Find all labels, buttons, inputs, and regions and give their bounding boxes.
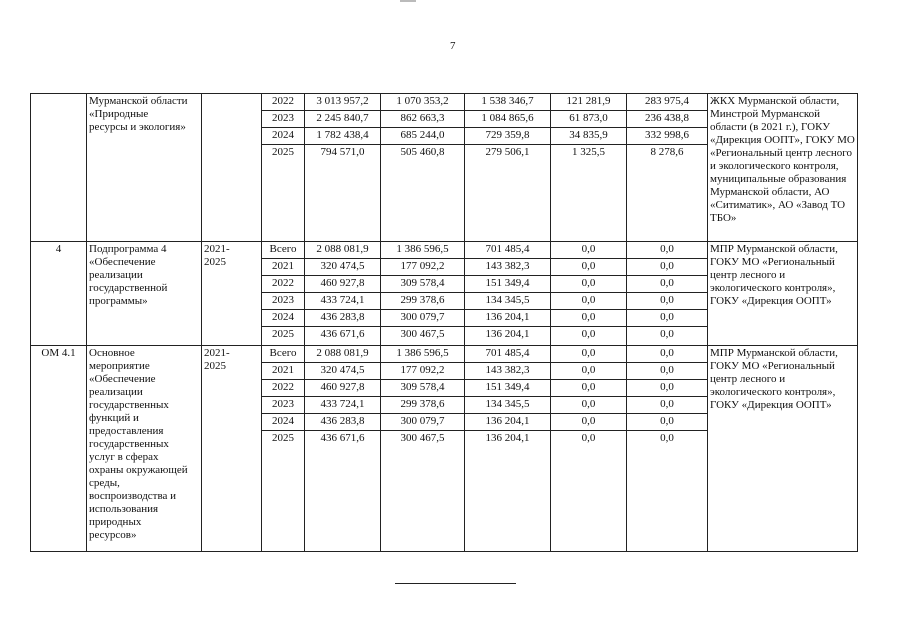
amount-cell: 0,0 [627, 414, 708, 431]
amount-cell: 299 378,6 [381, 397, 465, 414]
page-number: 7 [450, 40, 456, 52]
amount-cell: 300 079,7 [381, 310, 465, 327]
year-cell: 2023 [262, 293, 305, 310]
amount-cell: 236 438,8 [627, 111, 708, 128]
amount-cell: 136 204,1 [465, 327, 551, 346]
program-name-cell: Мурманской области «Природные ресурсы и экология» [87, 94, 202, 242]
year-cell: 2025 [262, 431, 305, 552]
amount-cell: 1 782 438,4 [305, 128, 381, 145]
amount-cell: 1 538 346,7 [465, 94, 551, 111]
amount-cell: 701 485,4 [465, 346, 551, 363]
amount-cell: 121 281,9 [551, 94, 627, 111]
row-number-cell: 4 [31, 242, 87, 346]
year-cell: 2021 [262, 363, 305, 380]
year-cell: Всего [262, 346, 305, 363]
amount-cell: 134 345,5 [465, 293, 551, 310]
amount-cell: 436 671,6 [305, 327, 381, 346]
amount-cell: 0,0 [627, 259, 708, 276]
amount-cell: 1 386 596,5 [381, 242, 465, 259]
year-cell: 2022 [262, 94, 305, 111]
footer-rule [395, 583, 516, 584]
amount-cell: 2 245 840,7 [305, 111, 381, 128]
amount-cell: 0,0 [627, 310, 708, 327]
amount-cell: 0,0 [627, 327, 708, 346]
amount-cell: 685 244,0 [381, 128, 465, 145]
period-cell: 2021- 2025 [202, 242, 262, 346]
amount-cell: 505 460,8 [381, 145, 465, 242]
program-name-cell: Подпрограмма 4 «Обеспечение реализации государственной программы» [87, 242, 202, 346]
amount-cell: 0,0 [627, 380, 708, 397]
amount-cell: 701 485,4 [465, 242, 551, 259]
amount-cell: 309 578,4 [381, 380, 465, 397]
amount-cell: 283 975,4 [627, 94, 708, 111]
amount-cell: 300 467,5 [381, 431, 465, 552]
amount-cell: 0,0 [627, 293, 708, 310]
amount-cell: 320 474,5 [305, 363, 381, 380]
amount-cell: 436 283,8 [305, 414, 381, 431]
amount-cell: 151 349,4 [465, 380, 551, 397]
amount-cell: 143 382,3 [465, 259, 551, 276]
amount-cell: 729 359,8 [465, 128, 551, 145]
executors-cell: МПР Мурманской области, ГОКУ МО «Региональный центр лесного и экологического контроля», ГОКУ «Дирекция ООПТ» [708, 346, 858, 552]
program-name-cell: Основное мероприятие «Обеспечение реализации государственных функций и предоставления государственных услуг в сферах охраны окружающей среды, воспроизводства и использования природных ресурсов» [87, 346, 202, 552]
amount-cell: 0,0 [627, 346, 708, 363]
year-cell: 2025 [262, 327, 305, 346]
amount-cell: 279 506,1 [465, 145, 551, 242]
amount-cell: 309 578,4 [381, 276, 465, 293]
year-cell: 2023 [262, 111, 305, 128]
amount-cell: 862 663,3 [381, 111, 465, 128]
amount-cell: 460 927,8 [305, 276, 381, 293]
amount-cell: 8 278,6 [627, 145, 708, 242]
amount-cell: 300 467,5 [381, 327, 465, 346]
amount-cell: 1 386 596,5 [381, 346, 465, 363]
top-scan-mark [400, 0, 416, 2]
amount-cell: 433 724,1 [305, 397, 381, 414]
year-cell: Всего [262, 242, 305, 259]
amount-cell: 0,0 [551, 414, 627, 431]
amount-cell: 1 070 353,2 [381, 94, 465, 111]
amount-cell: 136 204,1 [465, 414, 551, 431]
amount-cell: 0,0 [627, 397, 708, 414]
amount-cell: 0,0 [551, 346, 627, 363]
amount-cell: 0,0 [551, 431, 627, 552]
amount-cell: 0,0 [627, 431, 708, 552]
amount-cell: 3 013 957,2 [305, 94, 381, 111]
amount-cell: 0,0 [551, 397, 627, 414]
amount-cell: 299 378,6 [381, 293, 465, 310]
year-cell: 2024 [262, 414, 305, 431]
amount-cell: 0,0 [627, 276, 708, 293]
amount-cell: 794 571,0 [305, 145, 381, 242]
row-number-cell [31, 94, 87, 242]
year-cell: 2022 [262, 276, 305, 293]
year-cell: 2021 [262, 259, 305, 276]
amount-cell: 0,0 [551, 310, 627, 327]
amount-cell: 320 474,5 [305, 259, 381, 276]
year-cell: 2024 [262, 128, 305, 145]
amount-cell: 0,0 [551, 293, 627, 310]
period-cell: 2021- 2025 [202, 346, 262, 552]
amount-cell: 436 283,8 [305, 310, 381, 327]
amount-cell: 0,0 [551, 259, 627, 276]
amount-cell: 151 349,4 [465, 276, 551, 293]
amount-cell: 2 088 081,9 [305, 242, 381, 259]
amount-cell: 0,0 [551, 276, 627, 293]
executors-cell: МПР Мурманской области, ГОКУ МО «Региональный центр лесного и экологического контроля», ГОКУ «Дирекция ООПТ» [708, 242, 858, 346]
row-number-cell: ОМ 4.1 [31, 346, 87, 552]
amount-cell: 0,0 [627, 242, 708, 259]
amount-cell: 134 345,5 [465, 397, 551, 414]
year-cell: 2025 [262, 145, 305, 242]
year-cell: 2023 [262, 397, 305, 414]
amount-cell: 433 724,1 [305, 293, 381, 310]
amount-cell: 1 325,5 [551, 145, 627, 242]
amount-cell: 34 835,9 [551, 128, 627, 145]
executors-cell: ЖКХ Мурманской области, Минстрой Мурманской области (в 2021 г.), ГОКУ «Дирекция ООПТ», ГОКУ МО «Региональный центр лесного и экологического контроля, муниципальные образования Мурманской области, АО «Ситиматик», АО «Завод ТО ТБО» [708, 94, 858, 242]
amount-cell: 436 671,6 [305, 431, 381, 552]
amount-cell: 61 873,0 [551, 111, 627, 128]
period-cell [202, 94, 262, 242]
amount-cell: 1 084 865,6 [465, 111, 551, 128]
budget-table [30, 93, 858, 552]
amount-cell: 0,0 [627, 363, 708, 380]
amount-cell: 460 927,8 [305, 380, 381, 397]
year-cell: 2022 [262, 380, 305, 397]
amount-cell: 177 092,2 [381, 259, 465, 276]
amount-cell: 0,0 [551, 242, 627, 259]
amount-cell: 177 092,2 [381, 363, 465, 380]
amount-cell: 2 088 081,9 [305, 346, 381, 363]
amount-cell: 136 204,1 [465, 431, 551, 552]
amount-cell: 0,0 [551, 380, 627, 397]
year-cell: 2024 [262, 310, 305, 327]
amount-cell: 0,0 [551, 363, 627, 380]
amount-cell: 143 382,3 [465, 363, 551, 380]
amount-cell: 0,0 [551, 327, 627, 346]
amount-cell: 332 998,6 [627, 128, 708, 145]
amount-cell: 136 204,1 [465, 310, 551, 327]
amount-cell: 300 079,7 [381, 414, 465, 431]
